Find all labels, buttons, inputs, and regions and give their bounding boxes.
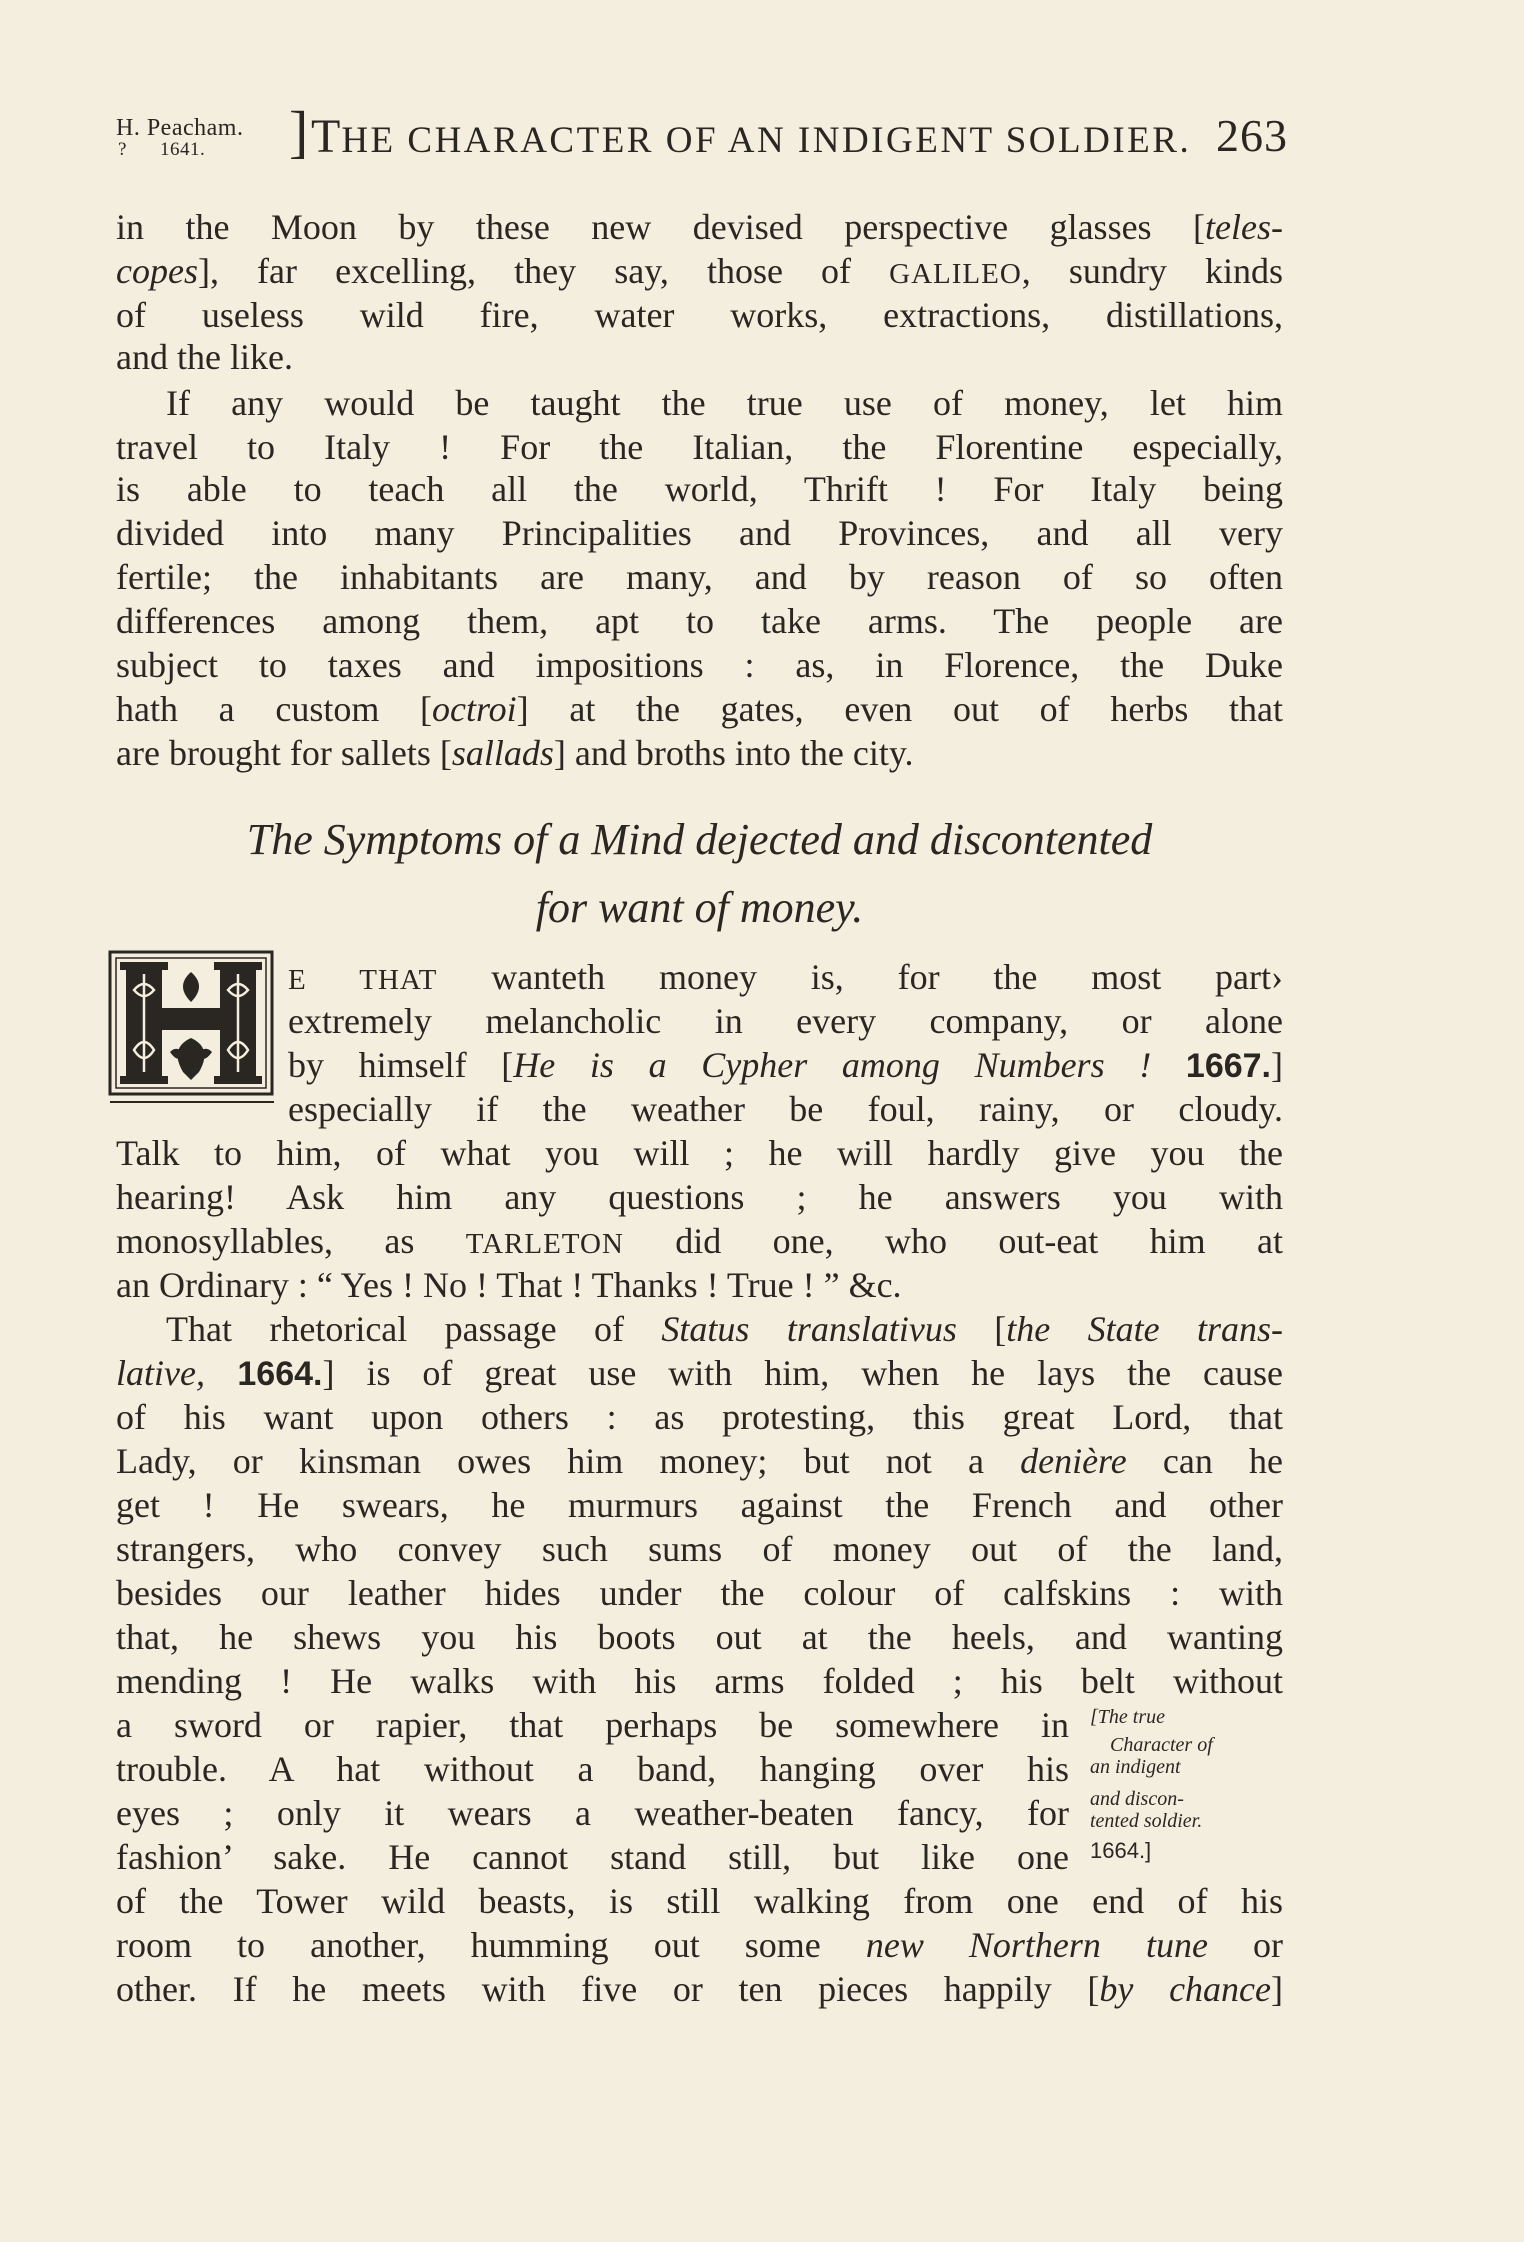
text-line: strangers, who convey such sums of money out of the land, xyxy=(116,1529,1283,1569)
text-line: fashion’ sake. He cannot stand still, but like one xyxy=(116,1837,1069,1877)
text-run: hath a custom [ xyxy=(116,689,433,729)
header-author xyxy=(116,115,244,160)
text-line: especially if the weather be foul, rainy, or cloudy. xyxy=(288,1089,1283,1129)
text-line: of useless wild fire, water works, extractions, distillations, xyxy=(116,295,1283,335)
header-bracket: ] xyxy=(289,99,309,164)
italic-run: copes xyxy=(116,251,198,291)
text-run: ] xyxy=(1271,1969,1284,2009)
text-run: can he xyxy=(1126,1441,1283,1481)
year-run: 1664. xyxy=(204,1355,323,1393)
text-line: extremely melancholic in every company, or alone xyxy=(288,1001,1283,1041)
text-line: trouble. A hat without a band, hanging over his xyxy=(116,1749,1069,1789)
text-run: ] at the gates, even out of herbs that xyxy=(516,689,1283,729)
text-line: is able to teach all the world, Thrift ! For Italy being xyxy=(116,469,1283,509)
text-line xyxy=(288,1043,1283,1087)
text-line: mending ! He walks with his arms folded ; his belt without xyxy=(116,1661,1283,1701)
margin-note-line: [The true xyxy=(1090,1706,1165,1728)
text-run: ] xyxy=(1271,1045,1283,1085)
text-line: If any would be taught the true use of money, let him xyxy=(166,383,1283,423)
italic-run: the State trans- xyxy=(1006,1309,1283,1349)
smallcaps-run: E THAT xyxy=(288,964,438,996)
margin-note-line: and discon- xyxy=(1090,1788,1184,1810)
text-line: fertile; the inhabitants are many, and by reason of so often xyxy=(116,557,1283,597)
text-line xyxy=(116,205,1283,249)
running-header xyxy=(116,99,1288,164)
text-run: ] and broths into the city. xyxy=(553,733,914,773)
header-title xyxy=(311,109,1191,164)
italic-run: He is a Cypher among Numbers ! xyxy=(513,1045,1152,1085)
text-run: or xyxy=(1207,1925,1283,1965)
text-run: [ xyxy=(956,1309,1007,1349)
italic-run: new Northern tune xyxy=(865,1925,1208,1965)
text-line: hearing! Ask him any questions ; he answers you with xyxy=(116,1177,1283,1217)
margin-note-line: Character of xyxy=(1110,1734,1213,1756)
italic-run: by chance xyxy=(1099,1969,1272,2009)
header-date-query: ? xyxy=(118,139,127,160)
text-line xyxy=(116,249,1283,293)
margin-note-line: an indigent xyxy=(1090,1756,1181,1778)
text-run: wanteth money is, for the most part› xyxy=(437,957,1283,997)
text-line: get ! He swears, he murmurs against the French and other xyxy=(116,1485,1283,1525)
text-line: differences among them, apt to take arms. The people are xyxy=(116,601,1283,641)
drop-cap-ornament xyxy=(108,950,278,1104)
italic-run: denière xyxy=(1020,1441,1127,1481)
text-line: besides our leather hides under the colour of calfskins : with xyxy=(116,1573,1283,1613)
text-run: monosyllables, as xyxy=(116,1221,466,1261)
header-date: 1641. xyxy=(160,139,206,160)
text-run: in the Moon by these new devised perspective glasses [ xyxy=(116,207,1206,247)
text-line: eyes ; only it wears a weather-beaten fancy, for xyxy=(116,1793,1069,1833)
text-line: divided into many Principalities and Provinces, and all very xyxy=(116,513,1283,553)
section-heading: The Symptoms of a Mind dejected and discontented xyxy=(246,815,1153,864)
section-heading-continued: for want of money. xyxy=(535,883,864,932)
italic-run: Status translativus xyxy=(661,1309,957,1349)
text-line xyxy=(116,1219,1283,1263)
text-line: of the Tower wild beasts, is still walking from one end of his xyxy=(116,1881,1283,1921)
italic-run: octroi xyxy=(432,689,517,729)
text-line xyxy=(166,1307,1283,1351)
text-line xyxy=(116,731,1283,775)
text-run: other. If he meets with five or ten pieces happily [ xyxy=(116,1969,1100,2009)
text-line: subject to taxes and impositions : as, in Florence, the Duke xyxy=(116,645,1283,685)
text-line: travel to Italy ! For the Italian, the Florentine especially, xyxy=(116,427,1283,467)
header-title-initial: T xyxy=(311,110,342,163)
margin-note-year: 1664.] xyxy=(1090,1838,1152,1863)
text-line: a sword or rapier, that perhaps be somewhere in xyxy=(116,1705,1069,1745)
text-run: ], far excelling, they say, those of xyxy=(197,251,890,291)
italic-run: teles- xyxy=(1205,207,1283,247)
margin-note-line: tented soldier. xyxy=(1090,1810,1203,1832)
text-line xyxy=(116,687,1283,731)
text-run: by himself [ xyxy=(288,1045,514,1085)
text-line: Talk to him, of what you will ; he will hardly give you the xyxy=(116,1133,1283,1173)
text-run: room to another, humming out some xyxy=(116,1925,866,1965)
text-run: ] is of great use with him, when he lays the cause xyxy=(322,1353,1283,1393)
header-author-name: H. Peacham. xyxy=(116,115,244,141)
text-run: That rhetorical passage of xyxy=(166,1309,662,1349)
text-run: did one, who out-eat him at xyxy=(623,1221,1283,1261)
text-line: of his want upon others : as protesting, this great Lord, that xyxy=(116,1397,1283,1437)
page-number: 263 xyxy=(1216,110,1288,161)
text-line xyxy=(288,955,1283,999)
header-title-rest: HE CHARACTER OF AN INDIGENT SOLDIER. xyxy=(341,120,1192,161)
smallcaps-run: TARLETON xyxy=(465,1228,624,1260)
text-run: , sundry kinds xyxy=(1021,251,1284,291)
italic-run: sallads xyxy=(451,733,554,773)
text-line: an Ordinary : “ Yes ! No ! That ! Thanks ! True ! ” &c. xyxy=(116,1265,902,1305)
italic-run: lative, xyxy=(116,1353,205,1393)
text-line xyxy=(116,1439,1283,1483)
text-line: that, he shews you his boots out at the heels, and wanting xyxy=(116,1617,1283,1657)
text-run: are brought for sallets [ xyxy=(116,733,452,773)
text-line xyxy=(116,1351,1283,1395)
text-run: Lady, or kinsman owes him money; but not a xyxy=(116,1441,1021,1481)
text-line xyxy=(116,1923,1283,1967)
smallcaps-run: GALILEO xyxy=(889,258,1022,290)
drop-cap xyxy=(108,950,278,1104)
text-line: and the like. xyxy=(116,337,293,377)
year-run: 1667. xyxy=(1185,1047,1271,1085)
text-line xyxy=(116,1967,1283,2011)
